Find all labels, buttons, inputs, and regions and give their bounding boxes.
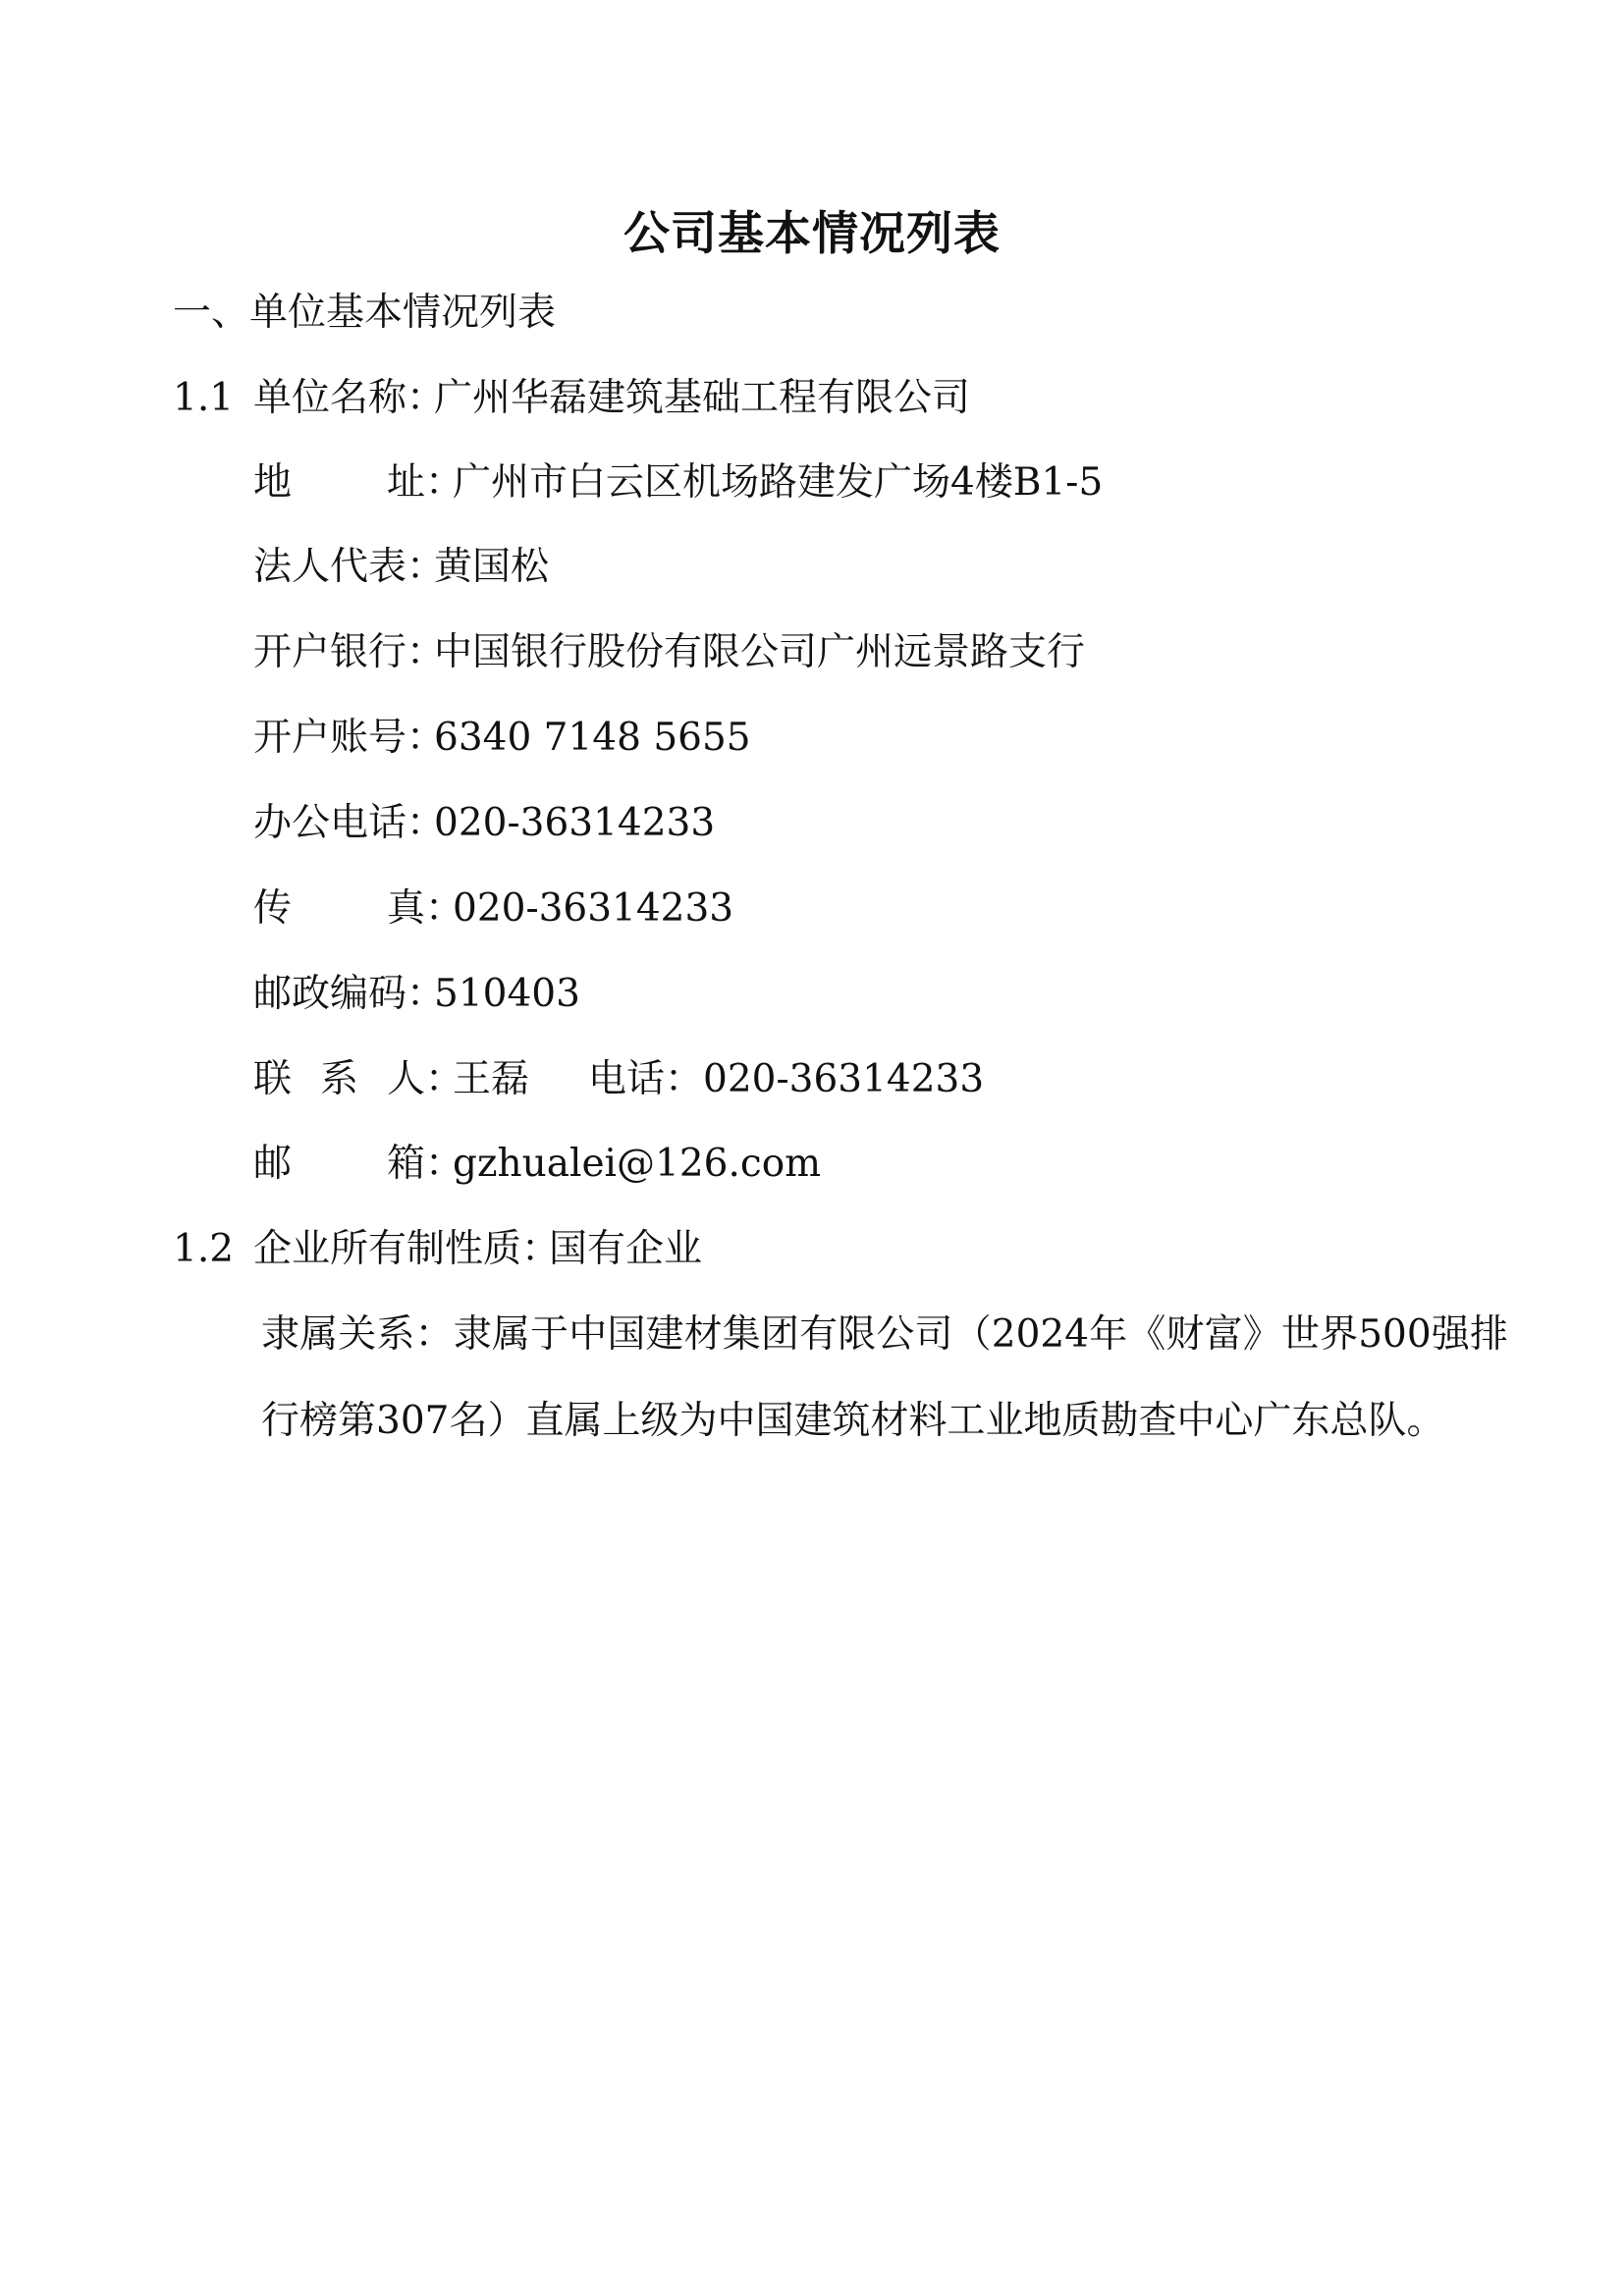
field-label: 企业所有制性质 (253, 1227, 522, 1271)
affiliation-paragraph (261, 1292, 1508, 1465)
field-label: 办公电话 (253, 801, 407, 845)
colon: ： (406, 801, 446, 845)
field-row-email (253, 1140, 821, 1189)
field-value: 6340 7148 5655 (434, 716, 751, 760)
field-value: 王磊 (453, 1057, 530, 1101)
field-row-ownership (173, 1225, 702, 1274)
colon: ： (406, 376, 446, 420)
page-title: 公司基本情况列表 (623, 207, 1001, 261)
colon: ： (414, 1312, 454, 1357)
field-label: 开户银行 (253, 630, 407, 674)
colon: ： (665, 1057, 704, 1101)
field-value: 广州市白云区机场路建发广场4楼B1-5 (453, 460, 1104, 505)
field-row-postcode (253, 970, 580, 1019)
field-value: 020-36314233 (434, 801, 716, 845)
field-label: 邮 箱 (253, 1142, 425, 1186)
affiliation-text: 隶属于中国建材集团有限公司（2024年《财富》世界500强排行榜第307名）直属上级为中国建筑材料工业地质勘查中心广东总队。 (261, 1312, 1508, 1443)
colon: ： (425, 460, 464, 505)
field-value: 中国银行股份有限公司广州远景路支行 (434, 630, 1086, 674)
item-number: 1.1 (173, 376, 235, 420)
field-label: 单位名称 (253, 376, 407, 420)
field-label: 法人代表 (253, 545, 407, 589)
colon: ： (406, 630, 446, 674)
affiliation-label: 隶属关系 (261, 1312, 415, 1357)
field-value: 国有企业 (549, 1227, 703, 1271)
item-number: 1.2 (173, 1227, 235, 1271)
field-value: 510403 (434, 972, 580, 1016)
field-value: 黄国松 (434, 545, 550, 589)
field-label: 传 真 (253, 886, 425, 931)
field-label: 联系人 (253, 1057, 425, 1101)
field-label: 地 址 (253, 460, 425, 505)
field-label: 邮政编码 (253, 972, 407, 1016)
colon: ： (406, 716, 446, 760)
field-value: 广州华磊建筑基础工程有限公司 (434, 376, 971, 420)
field-row-legal-rep (253, 543, 549, 592)
field-value: 020-36314233 (453, 886, 734, 931)
contact-phone-value: 020-36314233 (703, 1057, 985, 1101)
colon: ： (521, 1227, 561, 1271)
field-row-address (253, 458, 1103, 507)
field-row-fax (253, 884, 733, 934)
field-label: 开户账号 (253, 716, 407, 760)
colon: ： (425, 1057, 464, 1101)
field-row-office-phone (253, 799, 715, 848)
colon: ： (425, 1142, 464, 1186)
section-heading: 一、单位基本情况列表 (173, 291, 557, 335)
colon: ： (406, 545, 446, 589)
email-link[interactable]: gzhualei@126.com (453, 1142, 822, 1186)
field-row-contact (253, 1055, 984, 1104)
field-row-bank (253, 628, 1085, 677)
contact-phone-label: 电话 (588, 1057, 666, 1101)
colon: ： (425, 886, 464, 931)
colon: ： (406, 972, 446, 1016)
field-row-account (253, 714, 751, 763)
field-row-unit-name (173, 374, 970, 423)
